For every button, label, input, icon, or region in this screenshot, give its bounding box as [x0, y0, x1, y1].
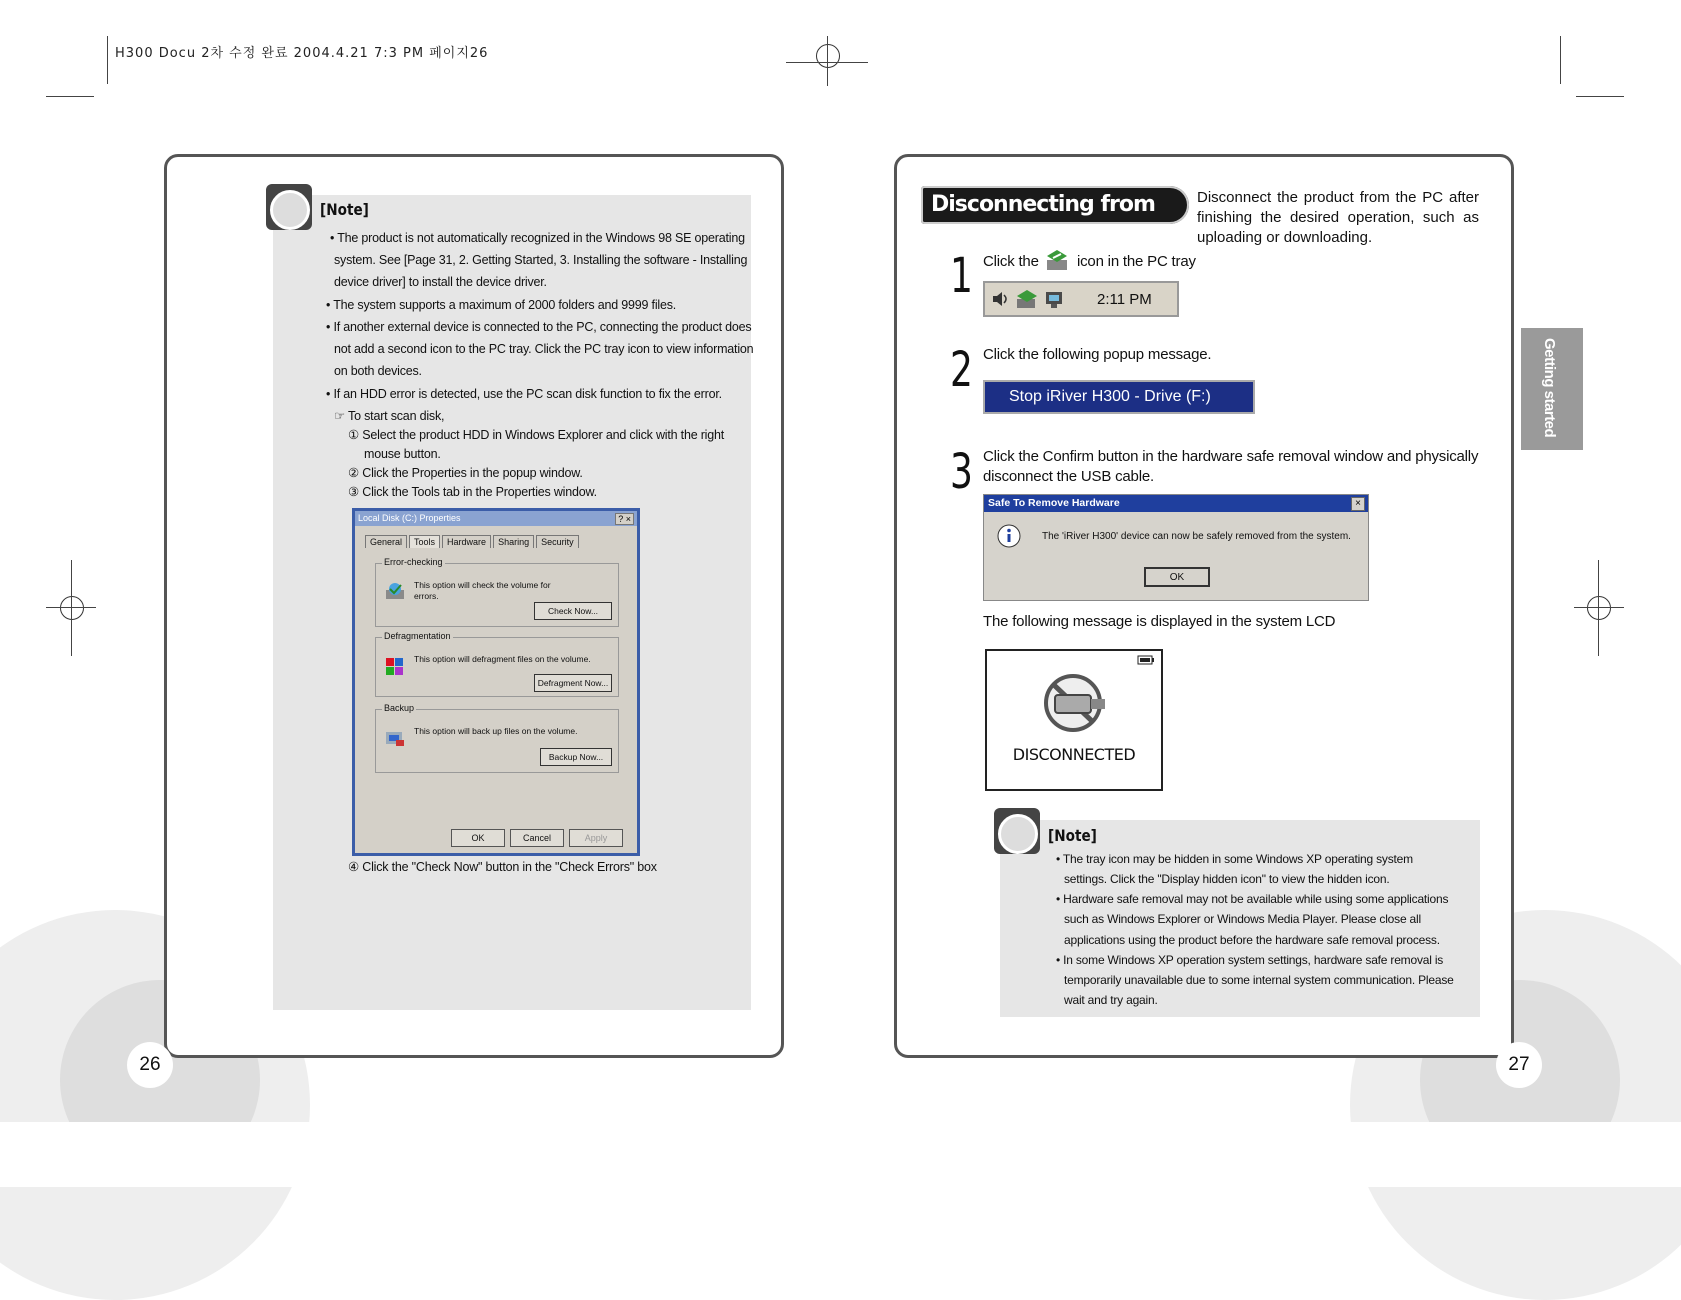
note-line: wait and try again.: [1064, 993, 1158, 1007]
battery-icon: [1137, 655, 1155, 665]
check-disk-icon: [384, 582, 406, 602]
crop-mark: [46, 96, 94, 97]
page-bottom-mask: [0, 1122, 1681, 1187]
note-line: on both devices.: [334, 364, 422, 378]
tab-hardware[interactable]: Hardware: [442, 535, 491, 548]
step-text: Click the Confirm button in the hardware safe removal window and physically: [983, 448, 1479, 465]
defragment-now-button[interactable]: Defragment Now...: [534, 674, 612, 692]
close-icon[interactable]: ×: [1351, 497, 1365, 511]
note-line: • The system supports a maximum of 2000 folders and 9999 files.: [326, 298, 677, 312]
step-number: 3: [950, 444, 973, 500]
cancel-button[interactable]: Cancel: [510, 829, 564, 847]
note-line: ① Select the product HDD in Windows Explorer and click with the right: [348, 428, 725, 442]
note-line: temporarily unavailable due to some internal system communication. Please: [1064, 973, 1454, 987]
properties-window: [352, 508, 640, 856]
step-text: disconnect the USB cable.: [983, 468, 1154, 485]
note-line: applications using the product before the hardware safe removal process.: [1064, 933, 1440, 947]
dialog-title: Safe To Remove Hardware: [984, 495, 1368, 512]
group-label: Error-checking: [384, 557, 443, 567]
section-title: Disconnecting from the PC: [921, 186, 1189, 224]
note-line: • The tray icon may be hidden in some Windows XP operating system: [1056, 852, 1413, 866]
tab-security[interactable]: Security: [536, 535, 579, 548]
step-text: icon in the PC tray: [1077, 253, 1196, 270]
lcd-caption: The following message is displayed in the system LCD: [983, 613, 1336, 630]
backup-group: [375, 703, 619, 773]
note-line: ② Click the Properties in the popup window.: [348, 466, 583, 480]
note-line: device driver] to install the device driver.: [334, 275, 547, 289]
note-line: such as Windows Explorer or Windows Media Player. Please close all: [1064, 912, 1421, 926]
intro-text: Disconnect the product from the PC after finishing the desired operation, such as uploading or downloading.: [1197, 189, 1479, 246]
network-icon[interactable]: [1043, 288, 1067, 310]
stop-device-popup[interactable]: Stop iRiver H300 - Drive (F:): [983, 380, 1255, 414]
properties-window-controls[interactable]: ? ×: [615, 513, 634, 525]
note-line: • If another external device is connected to the PC, connecting the product does: [326, 320, 752, 334]
check-now-button[interactable]: Check Now...: [534, 602, 612, 620]
crop-mark: [1560, 36, 1561, 84]
group-text: This option will back up files on the volume.: [414, 726, 578, 736]
tray-clock: 2:11 PM: [1097, 291, 1152, 308]
side-tab-getting-started: [1521, 328, 1583, 450]
group-label: Backup: [384, 703, 415, 713]
note-line: settings. Click the "Display hidden icon" to view the hidden icon.: [1064, 872, 1390, 886]
safe-remove-dialog: [983, 494, 1369, 601]
system-tray: [983, 281, 1179, 317]
group-text: This option will check the volume for errors.: [414, 580, 551, 601]
note-line: not add a second icon to the PC tray. Click the PC tray icon to view information: [334, 342, 754, 356]
note-title: [Note]: [1048, 826, 1097, 845]
properties-tabs: [365, 535, 581, 548]
registration-mark: [1587, 596, 1611, 620]
note-line: ☞ To start scan disk,: [334, 409, 445, 423]
apply-button[interactable]: Apply: [569, 829, 623, 847]
note-icon: [266, 184, 312, 230]
info-icon: [996, 523, 1024, 551]
crop-mark: [107, 36, 108, 84]
note-line: • In some Windows XP operation system settings, hardware safe removal is: [1056, 953, 1444, 967]
usb-tray-icon[interactable]: [1015, 288, 1039, 310]
registration-line: [1574, 607, 1624, 608]
lcd-status-text: DISCONNECTED: [1012, 745, 1136, 764]
page-number-left: 26: [127, 1042, 173, 1088]
error-checking-group: [375, 557, 619, 627]
note-title: [Note]: [320, 200, 369, 219]
ok-button[interactable]: OK: [451, 829, 505, 847]
defragment-icon: [384, 656, 406, 676]
tab-general[interactable]: General: [365, 535, 407, 548]
step-number: 1: [950, 248, 973, 304]
note-line: ④ Click the "Check Now" button in the "Check Errors" box: [348, 860, 657, 874]
note-line: • The product is not automatically recognized in the Windows 98 SE operating: [330, 231, 745, 245]
group-label: Defragmentation: [384, 631, 451, 641]
registration-line: [1598, 560, 1599, 656]
lcd-display: [985, 649, 1163, 791]
tab-sharing[interactable]: Sharing: [493, 535, 534, 548]
crop-mark: [1576, 96, 1624, 97]
registration-mark: [60, 596, 84, 620]
note-line: • If an HDD error is detected, use the PC scan disk function to fix the error.: [326, 387, 722, 401]
step-number: 2: [950, 342, 973, 398]
usb-tray-icon: [1043, 246, 1071, 274]
note-icon: [994, 808, 1040, 854]
step-text: Click the: [983, 253, 1039, 270]
registration-line: [71, 560, 72, 656]
step-text: Click the following popup message.: [983, 346, 1212, 363]
note-line: mouse button.: [364, 447, 441, 461]
side-tab-label: Getting started: [1541, 338, 1558, 438]
note-line: system. See [Page 31, 2. Getting Started, 3. Installing the software - Installing: [334, 253, 748, 267]
tab-tools[interactable]: Tools: [409, 535, 440, 548]
properties-window-title: Local Disk (C:) Properties: [355, 511, 637, 526]
page-number-right: 27: [1496, 1042, 1542, 1088]
registration-mark: [816, 44, 840, 68]
backup-icon: [384, 728, 406, 748]
group-text: This option will defragment files on the volume.: [414, 654, 591, 664]
backup-now-button[interactable]: Backup Now...: [540, 748, 612, 766]
registration-line: [827, 36, 828, 86]
note-line: • Hardware safe removal may not be available while using some applications: [1056, 892, 1449, 906]
speaker-icon[interactable]: [991, 289, 1011, 309]
defragmentation-group: [375, 631, 619, 697]
dialog-message: The 'iRiver H300' device can now be safely removed from the system.: [1042, 531, 1351, 542]
print-slug: H300 Docu 2차 수정 완료 2004.4.21 7:3 PM 페이지26: [115, 46, 489, 61]
disconnected-usb-icon: [1041, 673, 1111, 739]
ok-button[interactable]: OK: [1144, 567, 1210, 587]
note-line: ③ Click the Tools tab in the Properties window.: [348, 485, 597, 499]
